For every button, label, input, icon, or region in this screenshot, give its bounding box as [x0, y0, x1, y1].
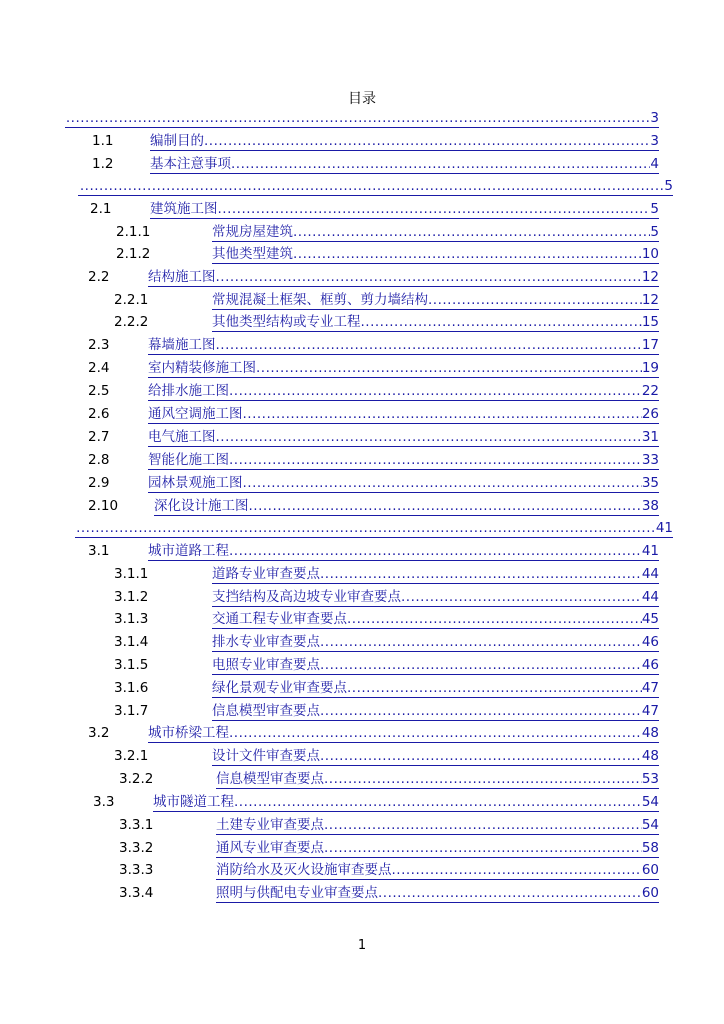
toc-entry-page[interactable]: 17	[641, 337, 659, 353]
toc-entry-page[interactable]: 31	[641, 429, 659, 445]
toc-entry-text[interactable]: 电气施工图	[148, 429, 216, 445]
toc-entry-number: 3.1.3	[114, 611, 149, 627]
toc-leader-dots	[320, 632, 642, 651]
toc-entry-text[interactable]: 幕墙施工图	[148, 337, 216, 353]
toc-entry-text[interactable]: 城市隧道工程	[153, 794, 234, 810]
toc-entry-text[interactable]: 智能化施工图	[148, 452, 229, 468]
toc-entry-page[interactable]: 3	[650, 110, 659, 126]
toc-entry-page[interactable]: 10	[641, 246, 659, 262]
toc-entry-text[interactable]: 交通工程专业审查要点	[212, 611, 347, 627]
page-title: 目录	[348, 91, 376, 107]
toc-leader-dots	[231, 154, 650, 173]
toc-entry-text[interactable]: 园林景观施工图	[148, 475, 243, 491]
toc-entry-number: 1.2	[92, 156, 114, 172]
toc-entry-text[interactable]: 给排水施工图	[148, 383, 229, 399]
toc-entry-text[interactable]: 消防给水及灭火设施审查要点	[216, 862, 392, 878]
toc-entry[interactable]	[116, 244, 659, 264]
toc-entry-page[interactable]: 60	[641, 885, 659, 901]
toc-leader-dots	[216, 267, 642, 286]
toc-entry[interactable]	[78, 176, 673, 196]
toc-entry-page[interactable]: 45	[641, 611, 659, 627]
toc-leader-dots	[234, 792, 642, 811]
toc-entry-number: 3.2	[88, 725, 110, 741]
toc-entry[interactable]	[88, 541, 659, 561]
toc-entry-page[interactable]: 46	[641, 657, 659, 673]
toc-entry[interactable]	[65, 108, 659, 128]
toc-entry-text[interactable]: 常规混凝土框架、框剪、剪力墙结构	[212, 292, 428, 308]
toc-entry-number: 2.4	[88, 360, 110, 376]
toc-entry-number: 3.1	[88, 543, 110, 559]
toc-entry-page[interactable]: 5	[664, 178, 673, 194]
toc-leader-dots	[324, 769, 642, 788]
toc-entry[interactable]	[90, 199, 659, 219]
toc-leader-dots	[216, 335, 642, 354]
toc-entry[interactable]	[114, 746, 659, 766]
toc-entry-number: 3.3.3	[119, 862, 154, 878]
toc-entry-text[interactable]: 其他类型结构或专业工程	[212, 314, 361, 330]
toc-leader-dots	[324, 838, 642, 857]
toc-entry[interactable]	[114, 609, 659, 629]
toc-entry[interactable]	[88, 267, 659, 287]
toc-entry-page[interactable]: 5	[650, 201, 659, 217]
toc-entry-page[interactable]: 47	[641, 703, 659, 719]
toc-entry[interactable]	[119, 883, 659, 903]
toc-leader-dots	[229, 381, 642, 400]
toc-entry[interactable]	[92, 154, 659, 174]
toc-entry-page[interactable]: 12	[641, 269, 659, 285]
toc-entry-number: 3.1.4	[114, 634, 149, 650]
toc-leader-dots	[243, 473, 642, 492]
toc-entry-number: 2.2.1	[114, 292, 149, 308]
toc-entry-number: 2.8	[88, 452, 110, 468]
toc-leader-dots	[293, 244, 642, 263]
toc-entry[interactable]	[114, 655, 659, 675]
toc-entry[interactable]	[114, 678, 659, 698]
toc-leader-dots	[378, 883, 642, 902]
toc-leader-dots	[320, 746, 642, 765]
toc-entry-page[interactable]: 41	[655, 520, 673, 536]
toc-entry-text[interactable]: 通风专业审查要点	[216, 840, 324, 856]
toc-entry-number: 2.5	[88, 383, 110, 399]
toc-entry-page[interactable]: 48	[641, 725, 659, 741]
toc-entry-number: 2.10	[88, 498, 119, 514]
toc-entry[interactable]	[119, 815, 659, 835]
toc-entry[interactable]	[119, 838, 659, 858]
toc-leader-dots	[320, 564, 642, 583]
toc-entry-page[interactable]: 15	[641, 314, 659, 330]
toc-leader-dots	[428, 290, 642, 309]
toc-entry[interactable]	[114, 587, 659, 607]
toc-entry[interactable]	[92, 131, 659, 151]
toc-entry-page[interactable]: 38	[641, 498, 659, 514]
toc-entry[interactable]	[88, 404, 659, 424]
toc-entry[interactable]	[88, 335, 659, 355]
toc-leader-dots	[361, 312, 642, 331]
toc-leader-dots	[243, 404, 642, 423]
toc-entry[interactable]	[88, 450, 659, 470]
toc-entry-text[interactable]: 绿化景观专业审查要点	[212, 680, 347, 696]
toc-entry-number: 1.1	[92, 133, 114, 149]
toc-leader-dots	[204, 131, 650, 150]
toc-leader-dots	[324, 815, 642, 834]
toc-entry[interactable]	[114, 701, 659, 721]
toc-leader-dots	[218, 199, 651, 218]
toc-entry-text[interactable]: 通风空调施工图	[148, 406, 243, 422]
toc-entry-text[interactable]: 排水专业审查要点	[212, 634, 320, 650]
toc-entry[interactable]	[88, 496, 659, 516]
toc-entry-page[interactable]: 54	[641, 817, 659, 833]
toc-leader-dots	[65, 108, 650, 127]
toc-entry-page[interactable]: 46	[641, 634, 659, 650]
toc-entry[interactable]	[88, 723, 659, 743]
toc-entry-number: 3.3	[93, 794, 115, 810]
page-number: 1	[357, 938, 367, 953]
toc-entry-number: 2.6	[88, 406, 110, 422]
toc-entry-number: 3.1.5	[114, 657, 149, 673]
toc-entry-number: 3.1.7	[114, 703, 149, 719]
toc-entry-page[interactable]: 3	[650, 133, 659, 149]
toc-entry-text[interactable]: 设计文件审查要点	[212, 748, 320, 764]
toc-entry[interactable]	[114, 290, 659, 310]
toc-entry-page[interactable]: 33	[641, 452, 659, 468]
toc-entry-number: 3.2.1	[114, 748, 149, 764]
toc-leader-dots	[229, 450, 642, 469]
toc-leader-dots	[392, 860, 642, 879]
toc-entry-page[interactable]: 44	[641, 566, 659, 582]
toc-entry-number: 3.3.2	[119, 840, 154, 856]
toc-entry-page[interactable]: 35	[641, 475, 659, 491]
toc-entry-number: 2.1.1	[116, 224, 151, 240]
toc-entry[interactable]	[114, 564, 659, 584]
toc-entry[interactable]	[88, 427, 659, 447]
toc-entry-text[interactable]: 结构施工图	[148, 269, 216, 285]
toc-entry-text[interactable]: 基本注意事项	[150, 156, 231, 172]
toc-entry-text[interactable]: 支挡结构及高边坡专业审查要点	[212, 589, 401, 605]
toc-entry[interactable]	[114, 632, 659, 652]
toc-entry-page[interactable]: 54	[641, 794, 659, 810]
toc-entry[interactable]	[114, 312, 659, 332]
toc-leader-dots	[216, 427, 642, 446]
toc-entry-page[interactable]: 12	[641, 292, 659, 308]
toc-entry-page[interactable]: 5	[650, 224, 659, 240]
toc-leader-dots	[401, 587, 642, 606]
toc-entry-page[interactable]: 48	[641, 748, 659, 764]
toc-entry-text[interactable]: 信息模型审查要点	[216, 771, 324, 787]
toc-entry[interactable]	[119, 860, 659, 880]
toc-leader-dots	[256, 358, 642, 377]
toc-leader-dots	[347, 678, 642, 697]
toc-entry-text[interactable]: 常规房屋建筑	[212, 224, 293, 240]
toc-entry-page[interactable]: 22	[641, 383, 659, 399]
toc-leader-dots	[293, 222, 650, 241]
toc-leader-dots	[229, 723, 642, 742]
toc-leader-dots	[320, 701, 642, 720]
toc-entry-number: 2.2.2	[114, 314, 149, 330]
toc-leader-dots	[78, 176, 664, 195]
toc-entry-number: 3.1.6	[114, 680, 149, 696]
toc-entry[interactable]	[88, 381, 659, 401]
toc-leader-dots	[229, 541, 642, 560]
toc-entry-page[interactable]: 58	[641, 840, 659, 856]
toc-entry-text[interactable]: 道路专业审查要点	[212, 566, 320, 582]
toc-entry-number: 2.1	[90, 201, 112, 217]
toc-leader-dots	[75, 518, 656, 537]
toc-entry-number: 2.2	[88, 269, 110, 285]
toc-entry-number: 3.3.1	[119, 817, 154, 833]
toc-entry-text[interactable]: 室内精装修施工图	[148, 360, 256, 376]
toc-entry[interactable]	[116, 222, 659, 242]
toc-entry-text[interactable]: 土建专业审查要点	[216, 817, 324, 833]
toc-entry-number: 3.1.1	[114, 566, 149, 582]
toc-entry-text[interactable]: 城市桥梁工程	[148, 725, 229, 741]
toc-entry-text[interactable]: 建筑施工图	[150, 201, 218, 217]
toc-entry-number: 2.9	[88, 475, 110, 491]
toc-entry-page[interactable]: 60	[641, 862, 659, 878]
toc-entry[interactable]	[93, 792, 659, 812]
toc-entry[interactable]	[119, 769, 659, 789]
toc-entry[interactable]	[88, 473, 659, 493]
toc-entry[interactable]	[75, 518, 673, 538]
toc-entry-number: 2.7	[88, 429, 110, 445]
toc-entry-text[interactable]: 其他类型建筑	[212, 246, 293, 262]
toc-leader-dots	[320, 655, 642, 674]
toc-entry-text[interactable]: 深化设计施工图	[154, 498, 249, 514]
toc-entry-page[interactable]: 19	[641, 360, 659, 376]
toc-entry-page[interactable]: 47	[641, 680, 659, 696]
toc-entry-number: 2.3	[88, 337, 110, 353]
toc-entry-text[interactable]: 信息模型审查要点	[212, 703, 320, 719]
toc-entry-page[interactable]: 26	[641, 406, 659, 422]
toc-entry-page[interactable]: 53	[641, 771, 659, 787]
toc-entry-text[interactable]: 电照专业审查要点	[212, 657, 320, 673]
toc-entry-page[interactable]: 41	[641, 543, 659, 559]
toc-entry-number: 3.2.2	[119, 771, 154, 787]
toc-leader-dots	[347, 609, 642, 628]
toc-leader-dots	[249, 496, 642, 515]
toc-entry-page[interactable]: 4	[650, 156, 659, 172]
toc-entry-text[interactable]: 照明与供配电专业审查要点	[216, 885, 378, 901]
toc-entry-text[interactable]: 城市道路工程	[148, 543, 229, 559]
toc-entry-text[interactable]: 编制目的	[150, 133, 204, 149]
toc-entry[interactable]	[88, 358, 659, 378]
toc-entry-number: 3.3.4	[119, 885, 154, 901]
toc-entry-number: 3.1.2	[114, 589, 149, 605]
toc-entry-page[interactable]: 44	[641, 589, 659, 605]
toc-entry-number: 2.1.2	[116, 246, 151, 262]
